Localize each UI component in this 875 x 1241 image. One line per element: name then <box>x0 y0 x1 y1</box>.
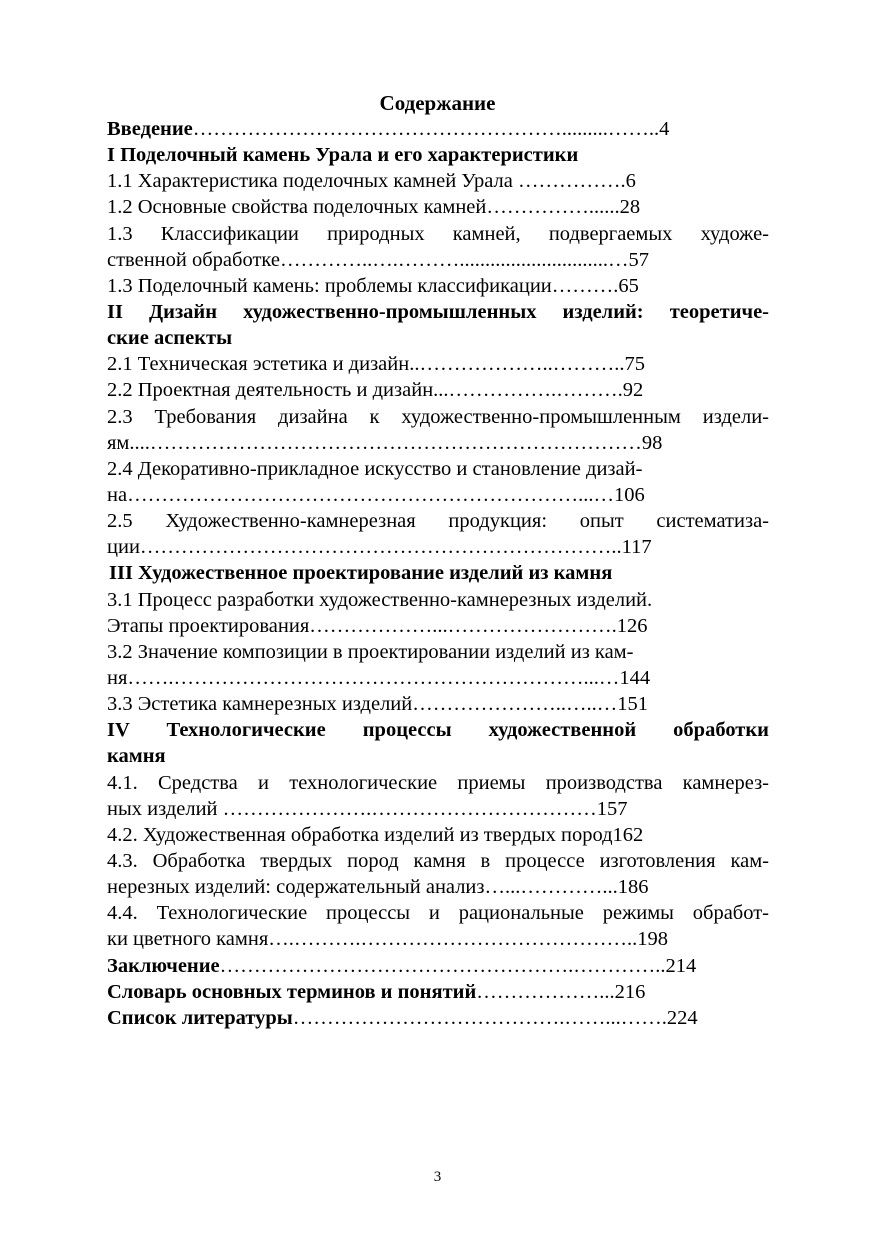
toc-line-chapter-2-cont[interactable]: ские аспекты <box>107 327 233 350</box>
toc-line-1-3a-cont[interactable]: ственной обработке…………..….……….............................…57 <box>107 248 649 271</box>
toc-line-chapter-1[interactable]: I Поделочный камень Урала и его характеристики <box>107 144 579 167</box>
page-number: 3 <box>433 1169 442 1185</box>
toc-heading-conclusion: Заключение <box>107 954 220 977</box>
toc-line-4-4[interactable]: 4.4. Технологические процессы и рациональные режимы обработ- <box>107 902 769 925</box>
toc-leader: ………………...216 <box>476 980 646 1003</box>
toc-heading-intro: Введение <box>107 118 193 140</box>
toc-line-4-1-cont[interactable]: ных изделий ………………….……………………………157 <box>107 797 628 820</box>
toc-line-3-2[interactable]: 3.2 Значение композиции в проектировании изделий из кам- <box>107 640 634 663</box>
toc-line-3-3[interactable]: 3.3 Эстетика камнерезных изделий…………………..…..…151 <box>107 693 648 716</box>
toc-line-glossary[interactable] <box>107 979 769 1005</box>
toc-line-1-3a[interactable]: 1.3 Классификации природных камней, подвергаемых художе- <box>107 222 769 245</box>
toc-line-chapter-4-cont[interactable]: камня <box>107 745 166 768</box>
page-title: Содержание <box>379 91 496 115</box>
toc-line-4-1[interactable]: 4.1. Средства и технологические приемы производства камнерез- <box>107 771 769 794</box>
toc-heading-references: Список литературы <box>107 1006 293 1029</box>
toc-line-2-5-cont[interactable]: ции……………………………………………………………..117 <box>107 536 652 559</box>
toc-line-4-3[interactable]: 4.3. Обработка твердых пород камня в процессе изготовления кам- <box>107 849 769 872</box>
toc-line-2-3[interactable]: 2.3 Требования дизайна к художественно-промышленным издели- <box>107 405 769 428</box>
toc-leader: …………………………………………….…………..214 <box>219 954 697 977</box>
toc-line-2-4-cont[interactable]: на…………………………………………………………...…106 <box>107 483 645 506</box>
toc-line-chapter-3[interactable]: III Художественное проектирование изделий из камня <box>109 562 613 585</box>
toc-line-1-3b[interactable]: 1.3 Поделочный камень: проблемы классификации……….65 <box>107 274 639 297</box>
toc-line-3-1-cont[interactable]: Этапы проектирования………………...…………………….126 <box>107 614 648 637</box>
toc-line-3-1[interactable]: 3.1 Процесс разработки художественно-камнерезных изделий. <box>107 588 653 611</box>
toc-line-2-3-cont[interactable]: ям....………………………………………………………………98 <box>107 431 663 454</box>
toc-heading-glossary: Словарь основных терминов и понятий <box>107 980 477 1003</box>
toc-line-1-1[interactable]: 1.1 Характеристика поделочных камней Урала …………….6 <box>107 170 636 193</box>
toc-line-4-2[interactable]: 4.2. Художественная обработка изделий из твердых пород162 <box>107 823 644 846</box>
toc-line-1-2[interactable]: 1.2 Основные свойства поделочных камней……………......28 <box>107 196 641 219</box>
toc-line-4-3-cont[interactable]: нерезных изделий: содержательный анализ…...…………...186 <box>107 876 649 899</box>
toc-line-chapter-4[interactable]: IV Технологические процессы художественной обработки <box>107 719 769 742</box>
toc-line-intro[interactable] <box>107 116 769 142</box>
toc-leader: ……………………………………………….........……..4 <box>192 118 670 140</box>
toc-line-chapter-2[interactable]: II Дизайн художественно-промышленных изделий: теоретиче- <box>107 300 769 323</box>
toc-line-2-4[interactable]: 2.4 Декоративно-прикладное искусство и становление дизай- <box>107 457 643 480</box>
toc-line-3-2-cont[interactable]: ня…….……………………………………………………...…144 <box>107 666 651 689</box>
toc-line-2-5[interactable]: 2.5 Художественно-камнерезная продукция: опыт систематиза- <box>107 510 769 533</box>
toc-leader: ………………………………….……...…….224 <box>292 1006 698 1029</box>
toc-line-references[interactable] <box>107 1005 769 1031</box>
toc-line-2-2[interactable]: 2.2 Проектная деятельность и дизайн...…………….……….92 <box>107 379 644 402</box>
toc-line-4-4-cont[interactable]: ки цветного камня….……….…………………………………..198 <box>107 928 669 951</box>
table-of-contents <box>107 116 769 1031</box>
toc-line-2-1[interactable]: 2.1 Техническая эстетика и дизайн..………………..………..75 <box>107 353 645 376</box>
toc-line-conclusion[interactable] <box>107 953 769 979</box>
